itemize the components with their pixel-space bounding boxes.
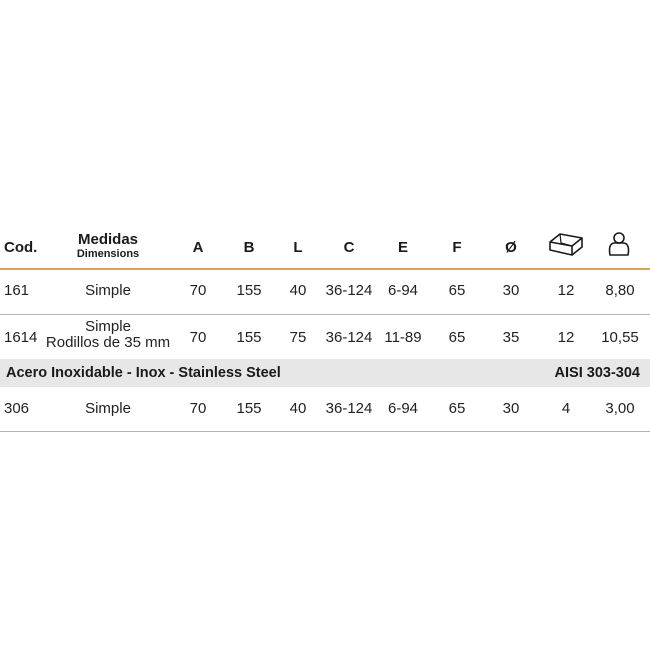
col-header-cod: Cod. — [4, 239, 38, 256]
section-spec: AISI 303-304 — [554, 365, 640, 381]
product-table — [0, 222, 650, 432]
cell-a: 70 — [189, 329, 207, 346]
table-row — [0, 315, 650, 359]
cell-description-line: Simple — [85, 318, 131, 335]
cell-description-line: Rodillos de 35 mm — [45, 334, 171, 351]
col-header-diameter: Ø — [505, 239, 517, 256]
cell-c: 36-124 — [325, 329, 373, 346]
cell-description: Simple — [85, 282, 131, 299]
cell-f: 65 — [448, 282, 466, 299]
cell-c: 36-124 — [325, 400, 373, 417]
col-header-f: F — [452, 239, 462, 256]
cell-diameter: 35 — [502, 329, 520, 346]
cell-weight: 10,55 — [601, 329, 639, 346]
col-header-a: A — [192, 239, 204, 256]
col-header-l: L — [293, 239, 303, 256]
table-row — [0, 270, 650, 314]
cell-weight: 8,80 — [605, 282, 635, 299]
table-row — [0, 387, 650, 431]
cell-description: Simple — [85, 400, 131, 417]
col-header-e: E — [397, 239, 408, 256]
cell-cod: 306 — [4, 400, 30, 417]
cell-b: 155 — [236, 329, 262, 346]
cell-b: 155 — [236, 400, 262, 417]
col-header-medidas-label: Medidas — [77, 231, 138, 248]
col-header-dimensions-label: Dimensions — [76, 248, 140, 260]
cell-qty: 12 — [557, 282, 575, 299]
cell-f: 65 — [448, 329, 466, 346]
cell-b: 155 — [236, 282, 262, 299]
cell-a: 70 — [189, 400, 207, 417]
table-bottom-rule — [0, 431, 650, 432]
cell-qty: 4 — [561, 400, 571, 417]
col-header-medidas — [38, 232, 178, 260]
cell-diameter: 30 — [502, 400, 520, 417]
cell-l: 40 — [289, 282, 307, 299]
cell-description — [38, 319, 178, 351]
cell-a: 70 — [189, 282, 207, 299]
cell-cod: 161 — [4, 282, 30, 299]
cell-l: 75 — [289, 329, 307, 346]
col-header-c: C — [343, 239, 355, 256]
cell-weight: 3,00 — [605, 400, 635, 417]
box-icon — [546, 230, 586, 263]
cell-cod: 1614 — [4, 329, 38, 346]
cell-qty: 12 — [557, 329, 575, 346]
section-band — [0, 359, 650, 387]
cell-e: 6-94 — [387, 282, 419, 299]
weight-icon — [606, 231, 632, 264]
table-header — [0, 222, 650, 268]
cell-f: 65 — [448, 400, 466, 417]
cell-c: 36-124 — [325, 282, 373, 299]
col-header-b: B — [243, 239, 255, 256]
cell-l: 40 — [289, 400, 307, 417]
section-title: Acero Inoxidable - Inox - Stainless Steel — [6, 365, 281, 381]
cell-e: 6-94 — [387, 400, 419, 417]
cell-diameter: 30 — [502, 282, 520, 299]
cell-e: 11-89 — [384, 329, 422, 346]
